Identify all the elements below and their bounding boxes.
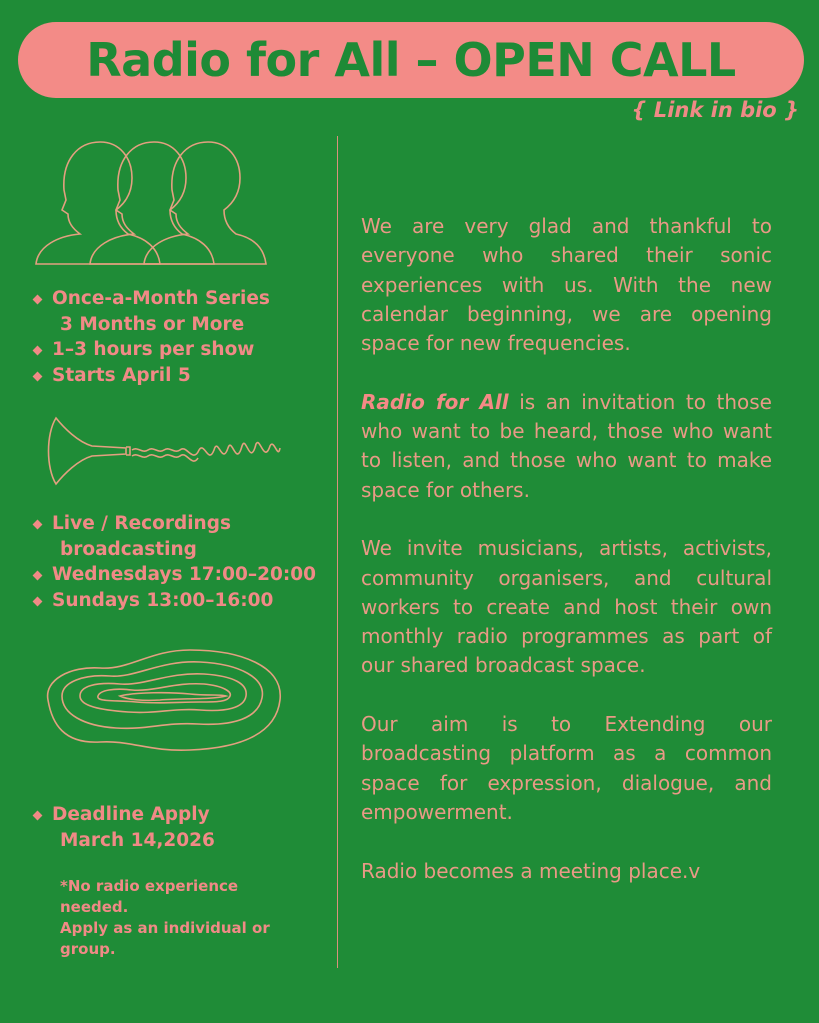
diamond-bullet-icon (33, 371, 43, 381)
list-item: March 14,2026 (60, 829, 215, 851)
broadcast-info-list (32, 511, 316, 613)
list-item: Wednesdays 17:00–20:00 (32, 562, 316, 588)
diamond-bullet-icon (33, 346, 43, 356)
list-item: Deadline Apply (32, 802, 215, 828)
diamond-bullet-icon (33, 596, 43, 606)
list-item: Once-a-Month Series (32, 286, 270, 312)
note-line: *No radio experience needed. (60, 877, 239, 916)
paragraph-aim: Our aim is to Extending our broadcasting platform as a common space for expression, dialogue, and empowerment. (361, 712, 772, 824)
list-item: 1–3 hours per show (32, 337, 270, 363)
horn-wave-icon (44, 414, 284, 488)
open-call-description (361, 212, 772, 886)
column-divider (337, 136, 338, 968)
note-line: Apply as an individual or group. (60, 919, 270, 958)
diamond-bullet-icon (33, 811, 43, 821)
list-item: Starts April 5 (32, 363, 270, 389)
title-pill (18, 22, 804, 98)
list-item: Sundays 13:00–16:00 (32, 588, 316, 614)
list-item: 3 Months or More (60, 313, 245, 335)
paragraph-closing: Radio becomes a meeting place.v (361, 858, 701, 883)
title-banner (18, 22, 804, 98)
diamond-bullet-icon (33, 520, 43, 530)
paragraph-intro: We are very glad and thankful to everyone who shared their sonic experiences with us. With the new calendar beginning, we are opening space for new frequencies. (361, 214, 772, 356)
ripple-rings-icon (40, 644, 290, 756)
list-item: broadcasting (60, 538, 197, 560)
diamond-bullet-icon (33, 295, 43, 305)
deadline-list (32, 802, 215, 853)
list-item: Live / Recordings (32, 511, 316, 537)
paragraph-invite: We invite musicians, artists, activists, community organisers, and cultural workers to create and host their own monthly radio programmes as part of our shared broadcast space. (361, 536, 772, 678)
diamond-bullet-icon (33, 571, 43, 581)
link-in-bio[interactable]: { Link in bio } (631, 98, 799, 122)
page-title: Radio for All – OPEN CALL (86, 33, 736, 87)
paragraph-invitation: Radio for All is an invitation to those who want to be heard, those who want to listen, and those who want to make space for others. (361, 389, 772, 502)
eligibility-note (60, 876, 300, 960)
radio-for-all-emphasis: Radio for All (361, 389, 509, 414)
series-info-list (32, 286, 270, 388)
three-heads-icon (28, 136, 268, 268)
